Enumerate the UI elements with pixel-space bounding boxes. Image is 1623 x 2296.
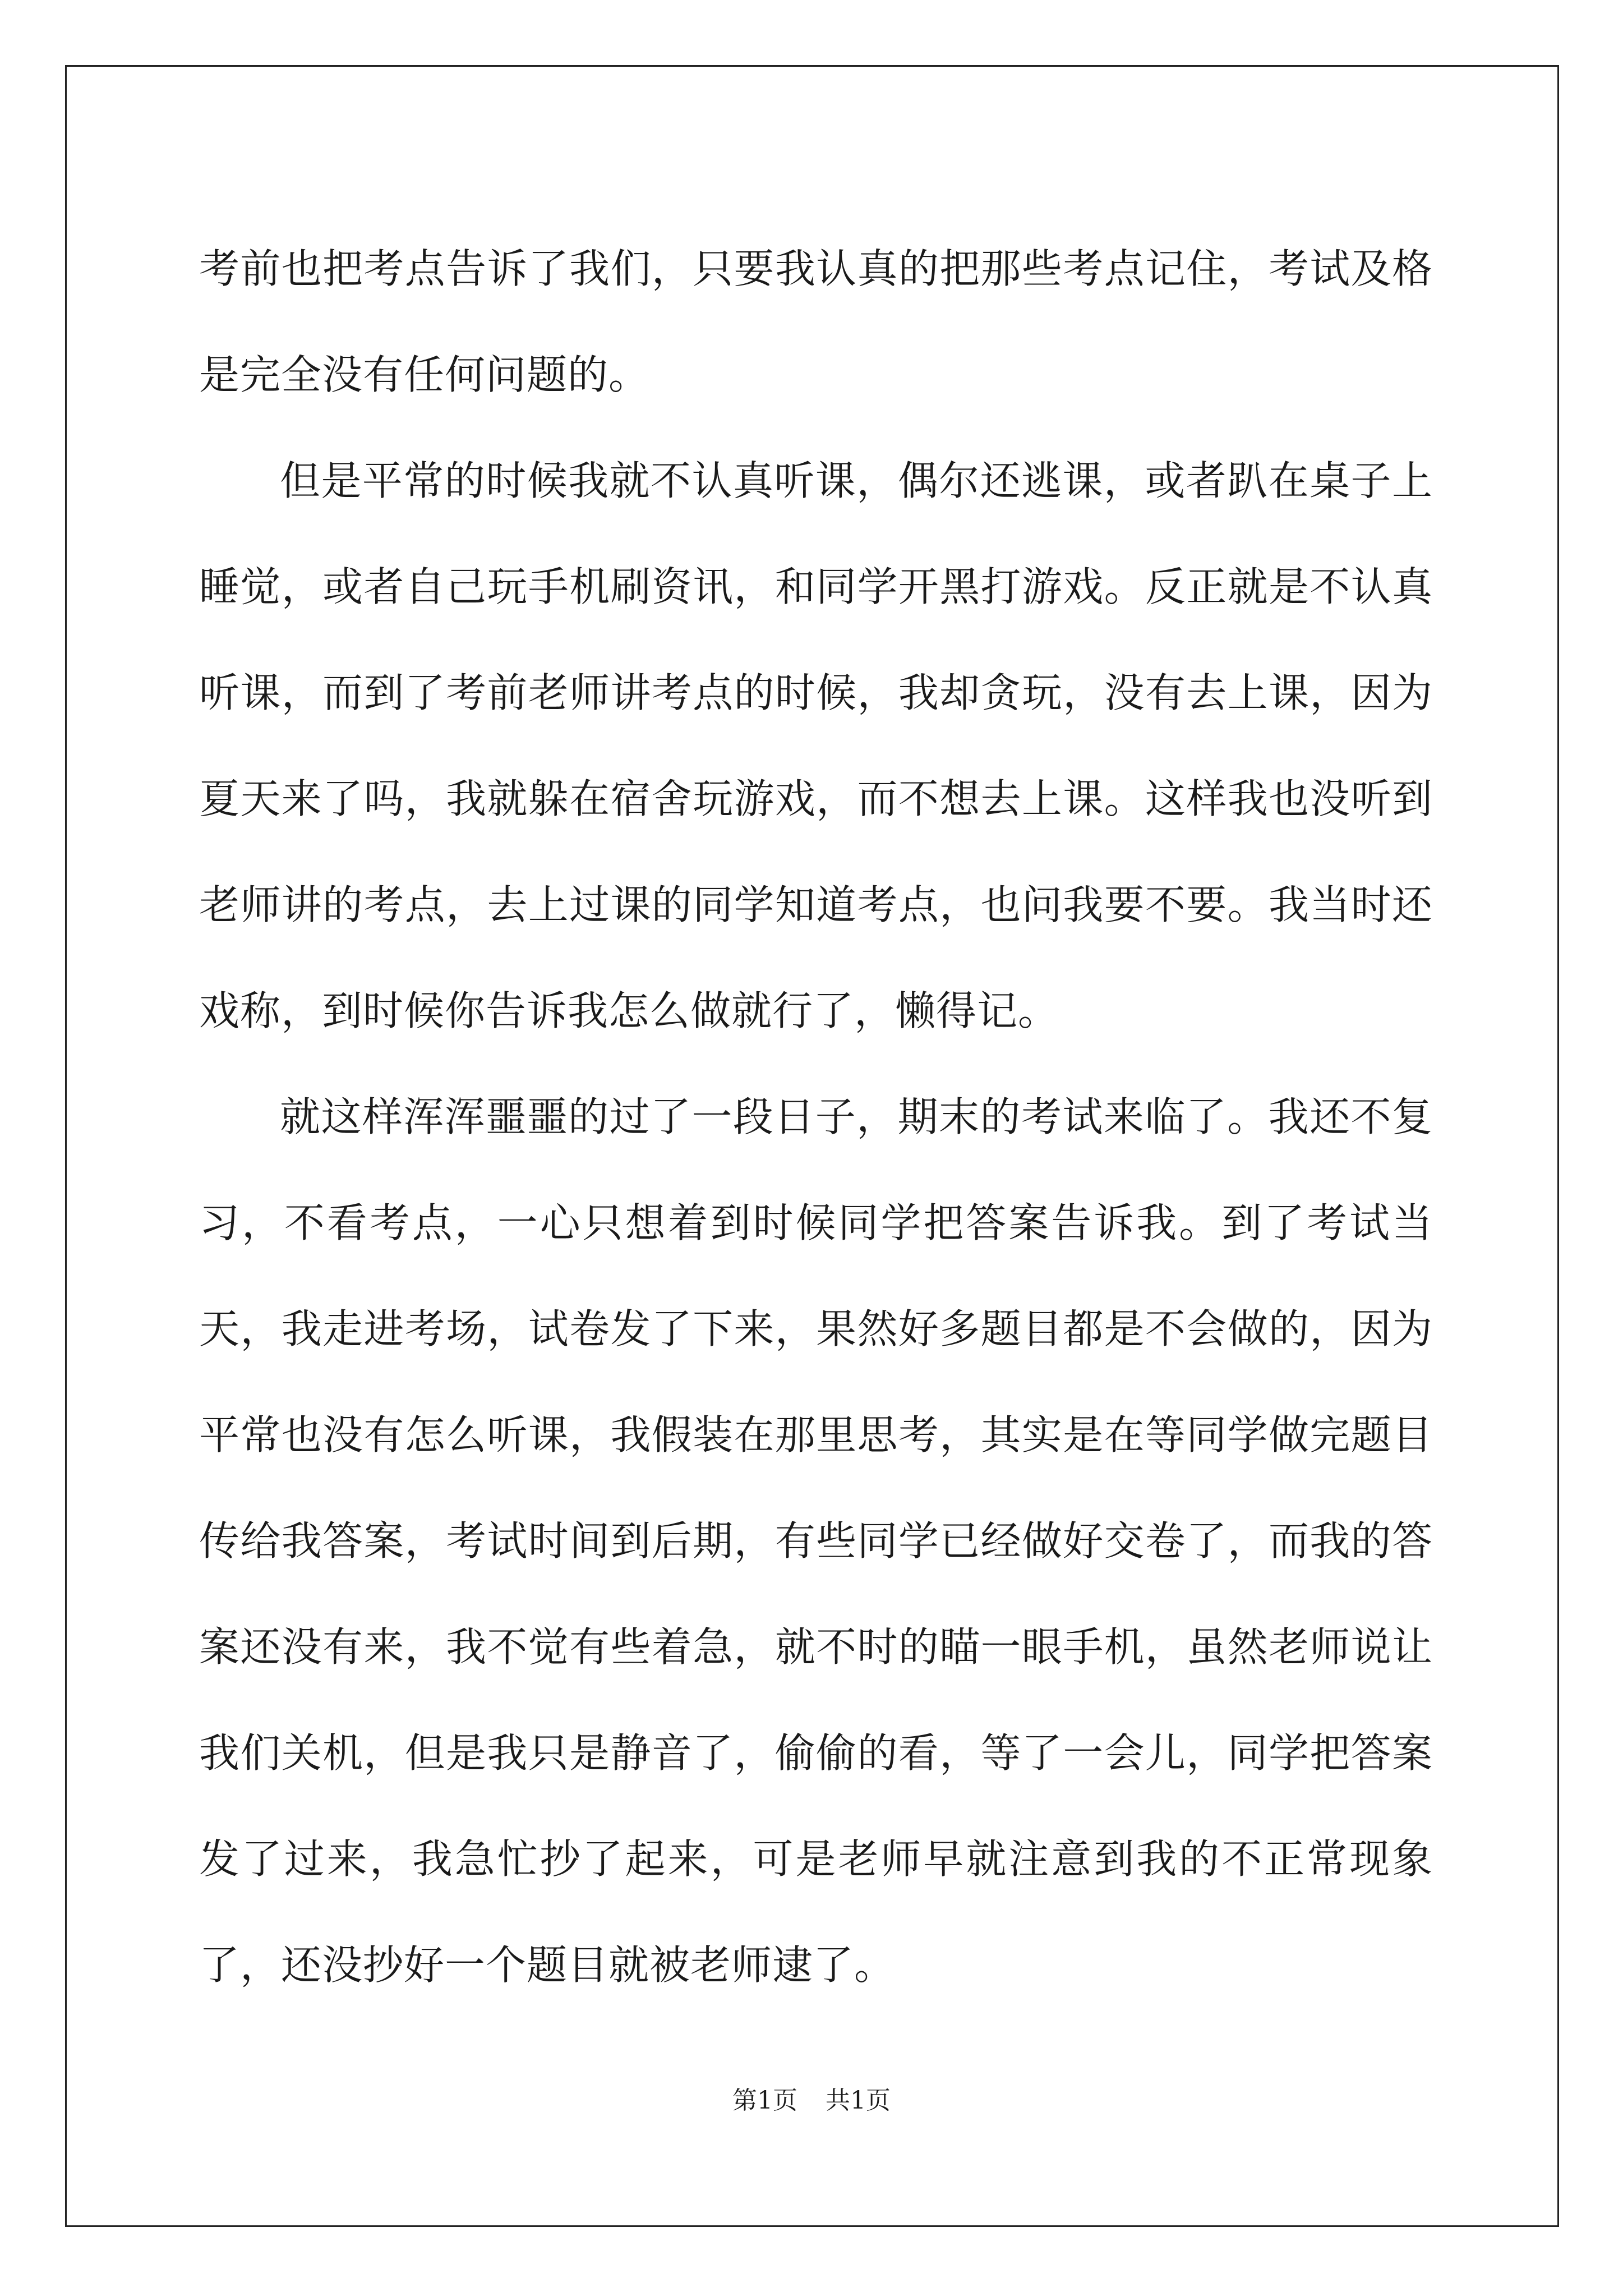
document-body (199, 216, 1433, 2018)
paragraph-2: 但是平常的时候我就不认真听课，偶尔还逃课，或者趴在桌子上睡觉，或者自己玩手机刷资讯，和同学开黑打游戏。反正就是不认真听课，而到了考前老师讲考点的时候，我却贪玩，没有去上课，因为夏天来了吗，我就躲在宿舍玩游戏，而不想去上课。这样我也没听到老师讲的考点，去上过课的同学知道考点，也问我要不要。我当时还戏称，到时候你告诉我怎么做就行了，懒得记。 (199, 457, 1433, 1034)
page-number: 第1页 (732, 2086, 797, 2115)
paragraph-1: 考前也把考点告诉了我们，只要我认真的把那些考点记住，考试及格是完全没有任何问题的。 (199, 245, 1433, 398)
page-footer (0, 2080, 1623, 2116)
paragraph-3: 就这样浑浑噩噩的过了一段日子，期末的考试来临了。我还不复习，不看考点，一心只想着到时候同学把答案告诉我。到了考试当天，我走进考场，试卷发了下来，果然好多题目都是不会做的，因为平常也没有怎么听课，我假装在那里思考，其实是在等同学做完题目传给我答案，考试时间到后期，有些同学已经做好交卷了，而我的答案还没有来，我不觉有些着急，就不时的瞄一眼手机，虽然老师说让我们关机，但是我只是静音了，偷偷的看，等了一会儿，同学把答案发了过来，我急忙抄了起来，可是老师早就注意到我的不正常现象了，还没抄好一个题目就被老师逮了。 (199, 1093, 1433, 1989)
page-total: 共1页 (826, 2086, 891, 2115)
